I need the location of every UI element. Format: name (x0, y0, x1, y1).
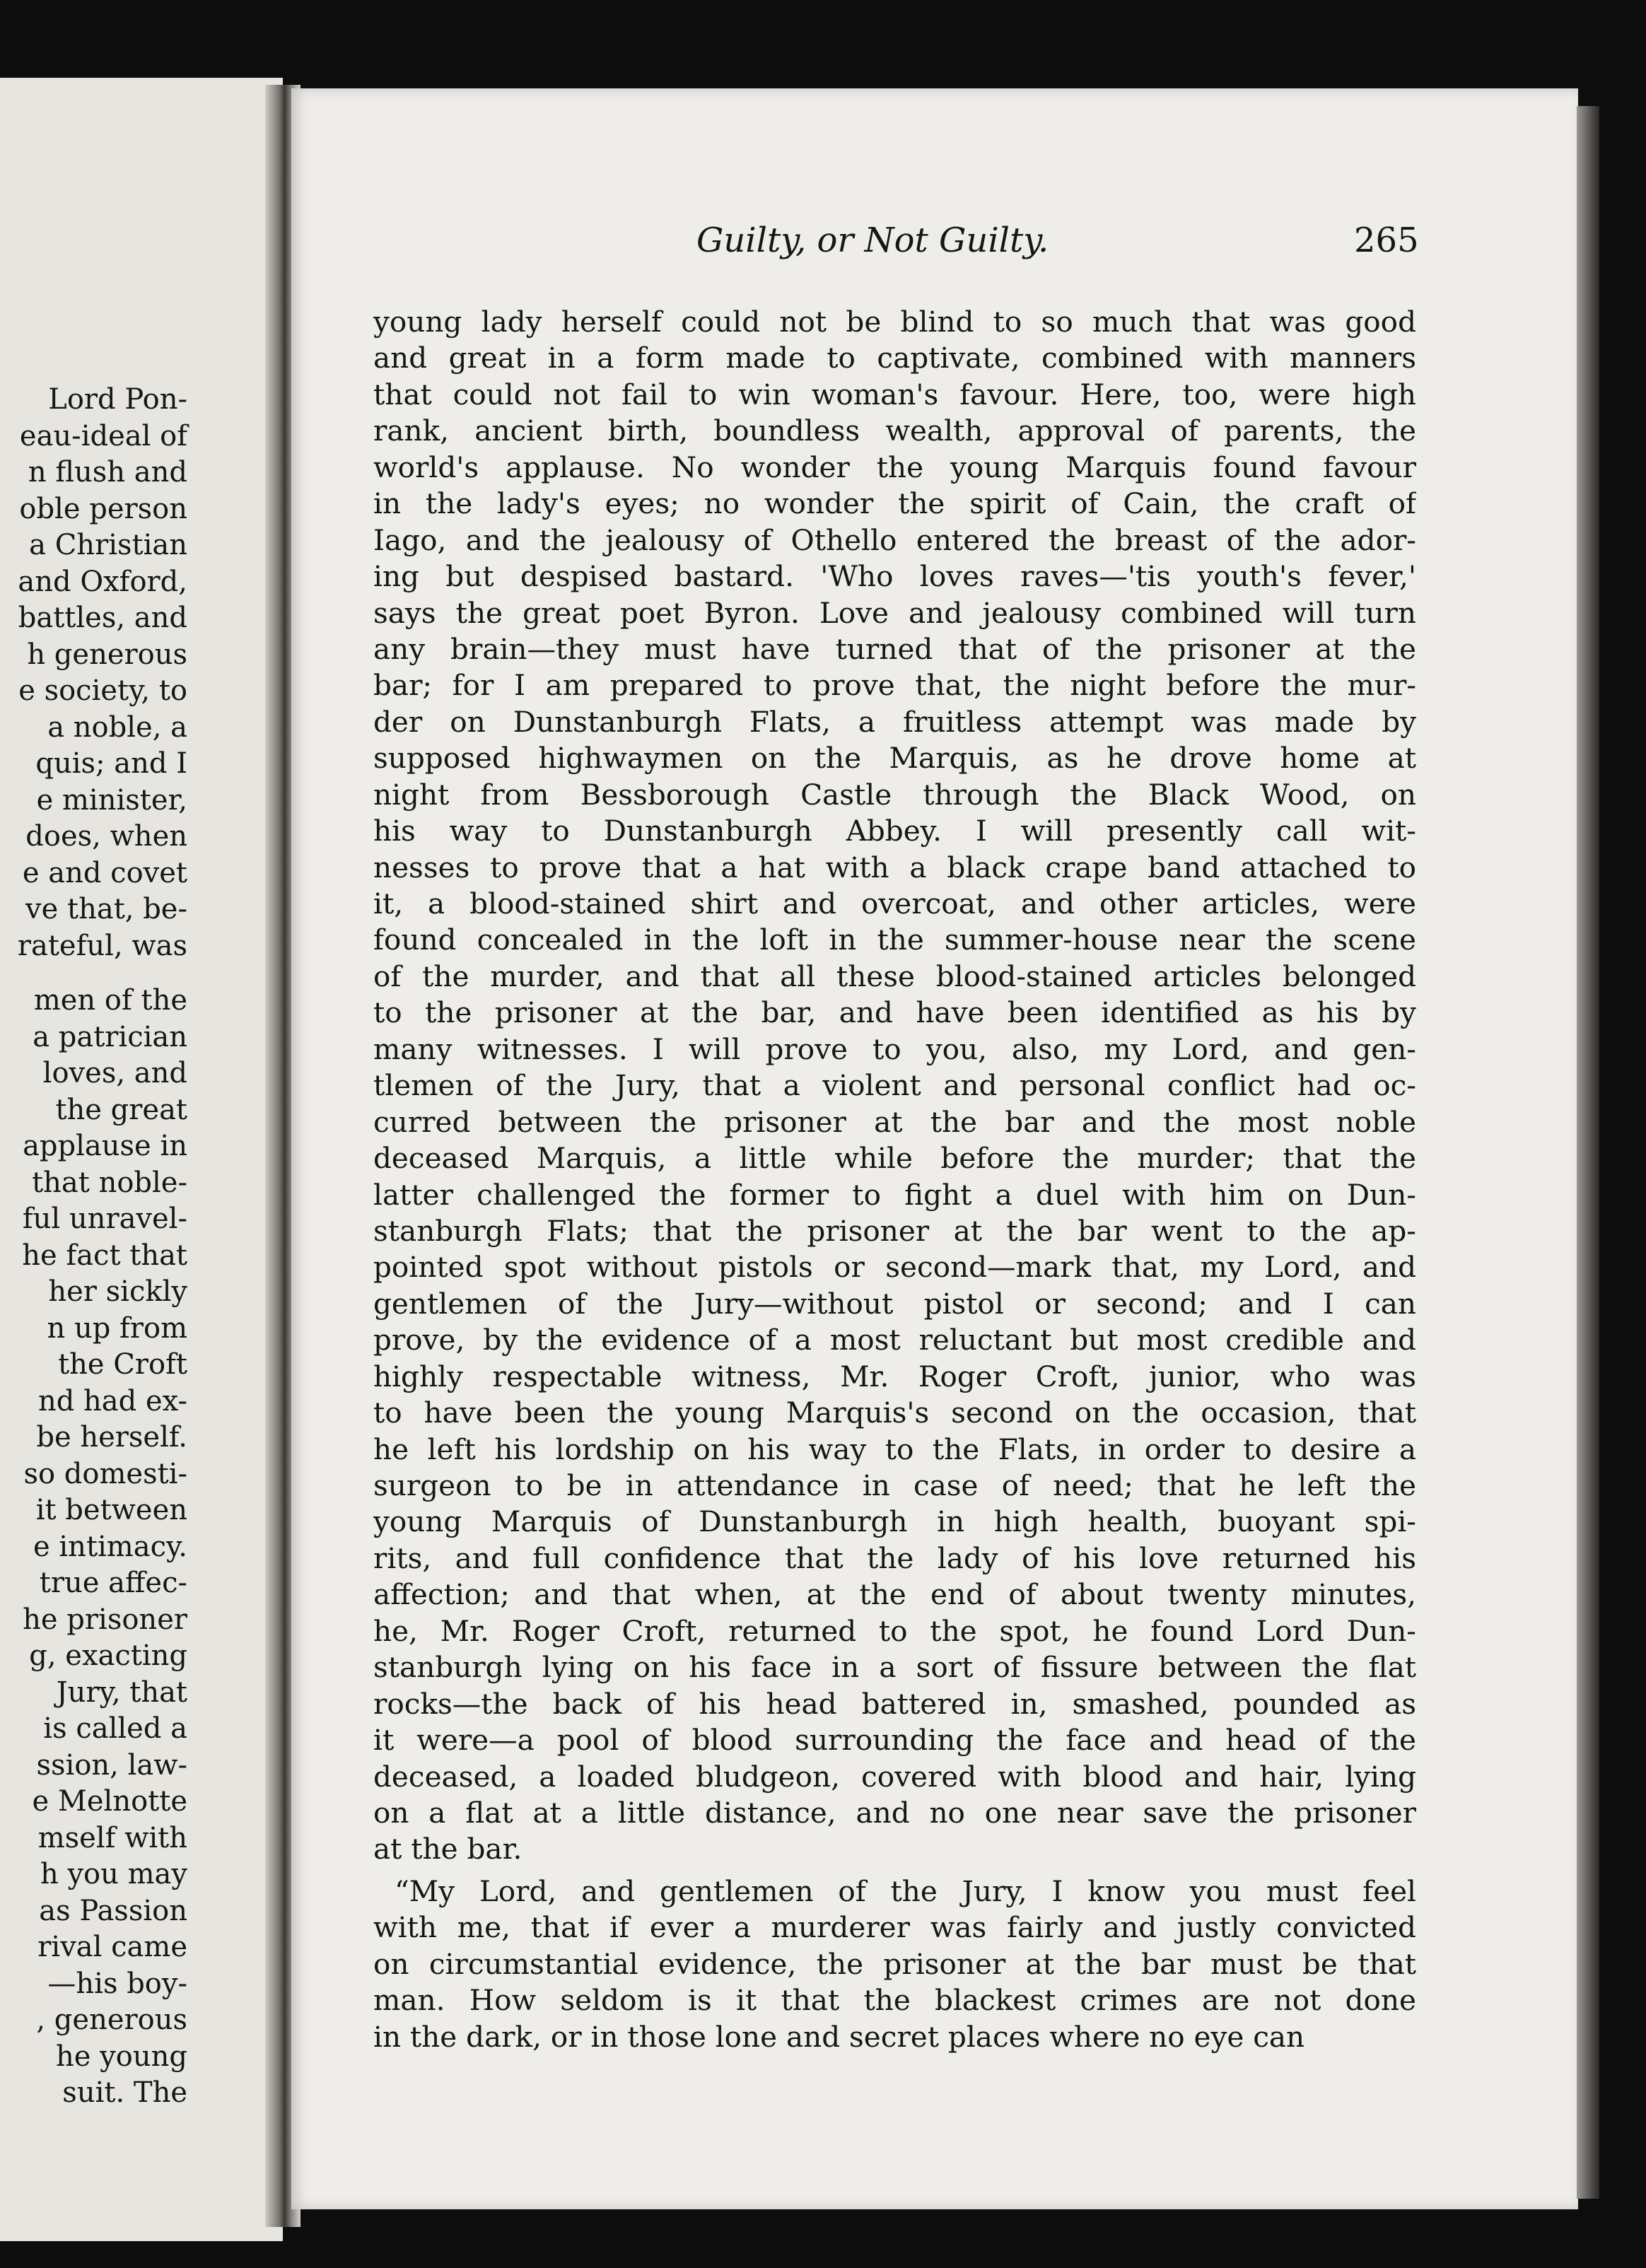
facing-page-line: her sickly (48, 1275, 187, 1308)
facing-page-line: —his boy- (47, 1967, 187, 2000)
text-line: to have been the young Marquis's second on the occasion, that (373, 1396, 1416, 1430)
page-number: 265 (1354, 221, 1419, 260)
text-line: with me, that if ever a murderer was fairly and justly convicted (373, 1910, 1416, 1945)
text-line: der on Dunstanburgh Flats, a fruitless attempt was made by (373, 704, 1416, 739)
facing-page-line: quis; and I (35, 747, 187, 780)
body-text (373, 304, 1416, 2055)
text-line: pointed spot without pistols or second—mark that, my Lord, and (373, 1250, 1416, 1285)
facing-page-line: Lord Pon- (48, 383, 187, 416)
text-line: deceased Marquis, a little while before the murder; that the (373, 1141, 1416, 1176)
text-line: on a flat at a little distance, and no one near save the prisoner (373, 1795, 1416, 1830)
facing-page-line: h generous (27, 638, 187, 671)
facing-page-line: e society, to (18, 674, 187, 707)
facing-page-line: rival came (37, 1931, 187, 1963)
text-line: any brain—they must have turned that of the prisoner at the (373, 631, 1416, 666)
text-line: supposed highwaymen on the Marquis, as he drove home at (373, 741, 1416, 776)
running-head: Guilty, or Not Guilty. (696, 221, 1049, 260)
text-line: ing but despised bastard. 'Who loves raves—'tis youth's fever,' (373, 559, 1416, 594)
facing-page-line: oble person (19, 492, 187, 525)
text-line: on circumstantial evidence, the prisoner at the bar must be that (373, 1946, 1416, 1981)
facing-page-line: applause in (23, 1130, 187, 1162)
facing-page-line: nd had ex- (37, 1384, 187, 1418)
facing-page-line: e and covet (22, 856, 187, 889)
facing-page-line (0, 964, 187, 983)
facing-page-line: and Oxford, (18, 565, 187, 598)
facing-page-line: ssion, law- (36, 1748, 187, 1782)
text-line: of the murder, and that all these blood-stained articles belonged (373, 959, 1416, 993)
facing-page-line: the great (55, 1093, 187, 1126)
facing-page-line: it between (35, 1494, 187, 1526)
facing-page-line: n up from (47, 1311, 187, 1345)
facing-page-line: mself with (37, 1821, 187, 1854)
text-line: gentlemen of the Jury—without pistol or second; and I can (373, 1286, 1416, 1321)
text-line: highly respectable witness, Mr. Roger Croft, junior, who was (373, 1359, 1416, 1393)
text-line: young lady herself could not be blind to so much that was good (373, 305, 1416, 339)
facing-page-line: he young (56, 2040, 187, 2073)
facing-page-line: a Christian (29, 529, 187, 561)
paragraph-gap (373, 1868, 1416, 1874)
text-line: rank, ancient birth, boundless wealth, approval of parents, the (373, 414, 1416, 448)
text-line: he, Mr. Roger Croft, returned to the spot, he found Lord Dun- (373, 1613, 1416, 1648)
facing-page-text (0, 382, 187, 2112)
facing-page-line: rateful, was (17, 929, 187, 962)
text-line: in the dark, or in those lone and secret places where no eye can (373, 2019, 1305, 2054)
text-line: nesses to prove that a hat with a black crape band attached to (373, 850, 1416, 884)
text-line: it were—a pool of blood surrounding the face and head of the (373, 1723, 1416, 1758)
text-line: and great in a form made to captivate, combined with manners (373, 341, 1416, 375)
text-line: prove, by the evidence of a most reluctant but most credible and (373, 1323, 1416, 1357)
text-line: his way to Dunstanburgh Abbey. I will presently call wit- (373, 814, 1416, 848)
facing-page-line: a patrician (33, 1020, 187, 1053)
facing-page-line: g, exacting (29, 1639, 187, 1672)
facing-page-line: , generous (36, 2004, 187, 2036)
facing-page-line: battles, and (18, 602, 187, 634)
facing-page-line: the Croft (58, 1348, 187, 1381)
facing-page-line: e minister, (36, 783, 187, 817)
text-line: bar; for I am prepared to prove that, the night before the mur- (373, 668, 1416, 703)
facing-page-line: ve that, be- (25, 893, 187, 925)
text-line: rits, and full confidence that the lady of his love returned his (373, 1541, 1416, 1575)
page-edge (1577, 106, 1599, 2199)
text-line: affection; and that when, at the end of about twenty minutes, (373, 1577, 1416, 1612)
text-line: deceased, a loaded bludgeon, covered with blood and hair, lying (373, 1759, 1416, 1794)
text-line: night from Bessborough Castle through the Black Wood, on (373, 777, 1416, 812)
text-line: says the great poet Byron. Love and jealousy combined will turn (373, 595, 1416, 630)
text-line: many witnesses. I will prove to you, also, my Lord, and gen- (373, 1031, 1416, 1066)
text-line: Iago, and the jealousy of Othello entered the breast of the ador- (373, 522, 1416, 557)
text-line: young Marquis of Dunstanburgh in high health, buoyant spi- (373, 1504, 1416, 1539)
text-line: it, a blood-stained shirt and overcoat, and other articles, were (373, 887, 1416, 920)
facing-page-line: he prisoner (23, 1603, 187, 1636)
text-line: that could not fail to win woman's favour. Here, too, were high (373, 377, 1416, 411)
facing-page (0, 78, 283, 2241)
facing-page-line: that noble- (32, 1166, 187, 1199)
facing-page-line: eau-ideal of (19, 419, 187, 452)
facing-page-line: a noble, a (47, 711, 187, 744)
text-line: in the lady's eyes; no wonder the spirit of Cain, the craft of (373, 486, 1416, 521)
facing-page-line: suit. The (62, 2076, 187, 2109)
facing-page-line: does, when (25, 820, 187, 853)
text-line: tlemen of the Jury, that a violent and personal conflict had oc- (373, 1068, 1416, 1103)
facing-page-line: men of the (33, 984, 187, 1017)
text-line: rocks—the back of his head battered in, smashed, pounded as (373, 1686, 1416, 1721)
facing-page-line: loves, and (42, 1057, 187, 1089)
text-line: he left his lordship on his way to the Flats, in order to desire a (373, 1432, 1416, 1466)
facing-page-line: be herself. (36, 1421, 187, 1454)
text-line: to the prisoner at the bar, and have been identified as his by (373, 995, 1416, 1030)
text-line: latter challenged the former to fight a duel with him on Dun- (373, 1177, 1416, 1212)
text-line: stanburgh Flats; that the prisoner at the bar went to the ap- (373, 1213, 1416, 1248)
facing-page-line: is called a (43, 1712, 187, 1745)
facing-page-line: as Passion (39, 1894, 187, 1927)
text-line: “My Lord, and gentlemen of the Jury, I know you must feel (395, 1874, 1416, 1908)
facing-page-line: so domesti- (23, 1457, 187, 1490)
facing-page-line: true affec- (39, 1567, 187, 1599)
text-line: curred between the prisoner at the bar and the most noble (373, 1104, 1416, 1139)
text-line: world's applause. No wonder the young Marquis found favour (373, 450, 1416, 484)
text-line: man. How seldom is it that the blackest crimes are not done (373, 1983, 1416, 2018)
facing-page-line: n flush and (28, 456, 187, 489)
text-line: stanburgh lying on his face in a sort of fissure between the flat (373, 1650, 1416, 1685)
facing-page-line: ful unravel- (22, 1203, 187, 1235)
facing-page-line: he fact that (22, 1239, 187, 1272)
facing-page-line: e intimacy. (33, 1530, 187, 1563)
facing-page-line: Jury, that (56, 1676, 187, 1709)
facing-page-line: h you may (40, 1858, 187, 1890)
text-line: surgeon to be in attendance in case of need; that he left the (373, 1468, 1416, 1502)
text-line: at the bar. (373, 1832, 523, 1866)
text-line: found concealed in the loft in the summer-house near the scene (373, 923, 1416, 957)
facing-page-line: e Melnotte (32, 1785, 187, 1818)
